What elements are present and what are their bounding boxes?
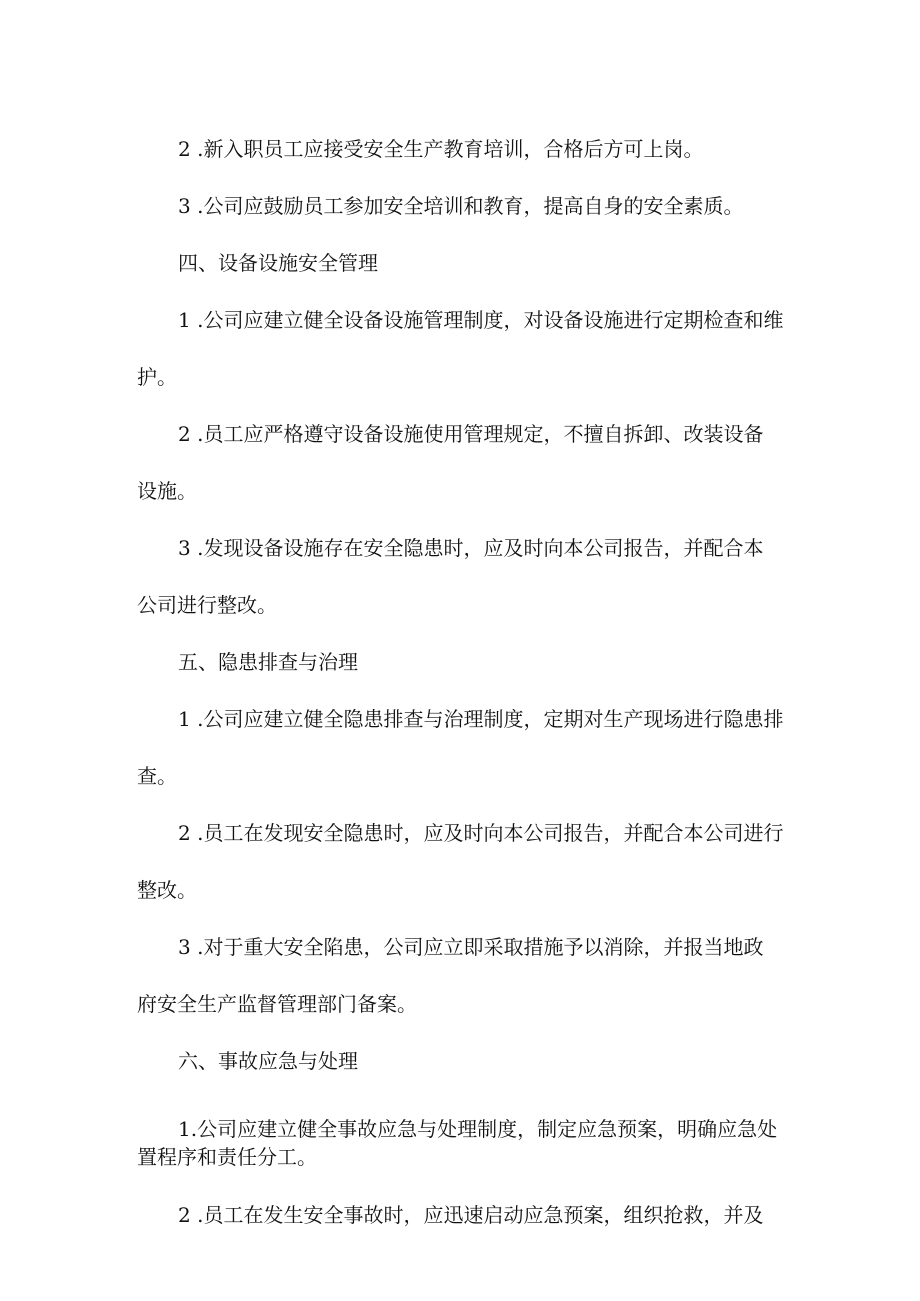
section-heading: 五、隐患排查与治理	[178, 650, 358, 674]
paragraph-line: 设施。	[137, 479, 197, 503]
paragraph-line: 1 .公司应建立健全设备设施管理制度，对设备设施进行定期检查和维	[178, 308, 784, 332]
paragraph-line: 置程序和责任分工。	[137, 1145, 317, 1169]
section-heading: 四、设备设施安全管理	[178, 251, 378, 275]
paragraph-line: 3 .对于重大安全陷患，公司应立即采取措施予以消除，并报当地政	[178, 935, 764, 959]
paragraph-line: 护。	[137, 365, 177, 389]
paragraph-line: 3 .发现设备设施存在安全隐患时，应及时向本公司报告，并配合本	[178, 536, 764, 560]
paragraph-line: 2 .员工在发生安全事故时，应迅速启动应急预案，组织抢救，并及	[178, 1203, 764, 1227]
paragraph-line: 2 .员工在发现安全隐患时，应及时向本公司报告，并配合本公司进行	[178, 821, 784, 845]
paragraph-line: 1 .公司应建立健全隐患排查与治理制度，定期对生产现场进行隐患排	[178, 707, 784, 731]
paragraph-line: 公司进行整改。	[137, 593, 277, 617]
paragraph-line: 1.公司应建立健全事故应急与处理制度，制定应急预案，明确应急处	[178, 1117, 778, 1141]
paragraph-line: 2 .员工应严格遵守设备设施使用管理规定，不擅自拆卸、改装设备	[178, 422, 764, 446]
paragraph-line: 3 .公司应鼓励员工参加安全培训和教育，提高自身的安全素质。	[178, 194, 744, 218]
paragraph-line: 整改。	[137, 878, 197, 902]
paragraph-line: 府安全生产监督管理部门备案。	[137, 992, 417, 1016]
paragraph-line: 2 .新入职员工应接受安全生产教育培训，合格后方可上岗。	[178, 137, 704, 161]
paragraph-line: 查。	[137, 764, 177, 788]
section-heading: 六、事故应急与处理	[178, 1049, 358, 1073]
